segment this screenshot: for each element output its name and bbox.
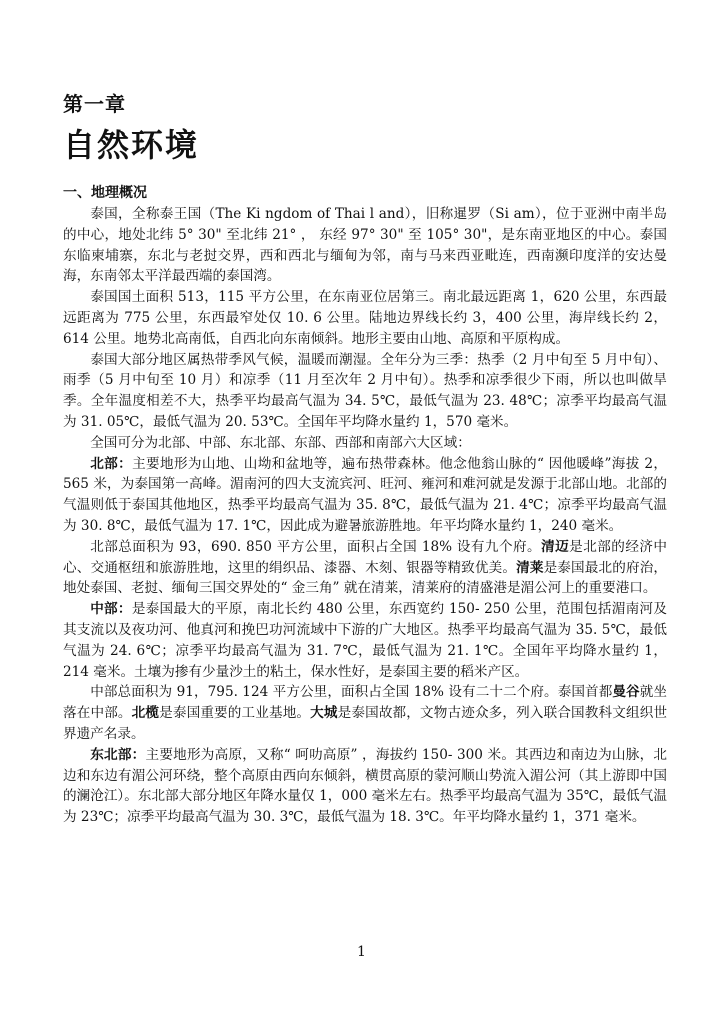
central-text: 是泰国最大的平原，南北长约 480 公里，东西宽约 150- 250 公里，范围包括湄南河及其支流以及夜功河、他真河和挽巴功河流域中下游的广大地区。热季平均最高气温为 35. 5℃，最低气温为 24. 6℃；凉季平均最高气温为 31. 7℃，最低气温为 21. 1℃。全国年平均降水量约 1，214 毫米。土壤为掺有少量沙土的粘土，保水性好，是泰国主要的稻米产区。 <box>63 601 667 680</box>
body-text <box>63 204 667 828</box>
central-label: 中部： <box>90 601 132 618</box>
samut-prakan-text: 是泰国重要的工业基地。 <box>159 705 311 722</box>
chapter-label: 第一章 <box>63 92 126 116</box>
chiang-rai-text: 是泰国最北的府治，地处泰国、老挝、缅甸三国交界处的“ 金三角” 就在清莱，清莱府的清盛港是湄公河上的重要港口。 <box>63 559 668 597</box>
chiang-mai-text: 是北部的经济中心、交通枢纽和旅游胜地，这里的绢织品、漆器、木刻、银器等精致优美。 <box>63 538 667 576</box>
paragraph-central <box>63 599 667 682</box>
paragraph-north <box>63 454 667 537</box>
chapter-title: 自然环境 <box>63 126 200 164</box>
chiang-mai-name: 清迈 <box>541 538 570 555</box>
paragraph-territory: 泰国国土面积 513，115 平方公里，在东南亚位居第三。南北最远距离 1，620 公里，东西最远距离为 775 公里，东西最窄处仅 10. 6 公里。陆地边界线长约 3，400 公里，海岸线长约 2，614 公里。地势北高南低，自西北向东南倾斜。地形主要由山地、高原和平原构成。 <box>63 289 667 347</box>
paragraph-north-provinces <box>63 537 667 599</box>
northeast-text: 主要地形为高原，又称“ 呵叻高原” ，海拔约 150- 300 米。其西边和南边为山脉，北边和东边有湄公河环绕，整个高原由西向东倾斜，横贯高原的蒙河顺山势流入湄公河（其上游即中国的澜沧江）。东北部大部分地区年降水量仅 1，000 毫米左右。热季平均最高气温为 35℃，最低气温为 23℃；凉季平均最高气温为 30. 3℃，最低气温为 18. 3℃。年平均降水量约 1，371 毫米。 <box>63 746 667 826</box>
central-area-text: 中部总面积为 91，795. 124 平方公里，面积占全国 18% 设有二十二个府。泰国首都 <box>90 684 613 701</box>
page-number: 1 <box>357 944 366 960</box>
north-label: 北部： <box>90 455 133 472</box>
ayutthaya-text: 是泰国故都，文物古迹众多，列入联合国教科文组织世界遗产名录。 <box>63 705 668 742</box>
paragraph-regions: 全国可分为北部、中部、东北部、东部、西部和南部六大区域： <box>90 434 471 451</box>
chiang-rai-name: 清莱 <box>516 559 544 576</box>
paragraph-northeast <box>63 745 667 828</box>
north-text: 主要地形为山地、山坳和盆地等，遍布热带森林。他念他翁山脉的“ 因他暖峰”海拔 2，565 米，为泰国第一高峰。湄南河的四大支流宾河、旺河、雍河和难河就是发源于北部山地。北部的气温则低于泰国其他地区，热季平均最高气温为 35. 8℃，最低气温为 21. 4℃；凉季平均最高气温为 30. 8℃，最低气温为 17. 1℃，因此成为避暑旅游胜地。年平均降水量约 1，240 毫米。 <box>63 455 668 534</box>
north-area-text: 北部总面积为 93，690. 850 平方公里，面积占全国 18% 设有九个府。 <box>90 538 542 555</box>
paragraph-central-provinces <box>63 682 667 744</box>
bangkok-text: 就坐落在中部。 <box>63 684 667 722</box>
paragraph-climate: 泰国大部分地区属热带季风气候，温暖而潮湿。全年分为三季：热季（2 月中旬至 5 月中旬）、雨季（5 月中旬至 10 月）和凉季（11 月至次年 2 月中旬）。热季和凉季很少下雨，所以也叫做旱季。全年温度相差不大，热季平均最高气温为 34. 5℃，最低气温为 23. 48℃；凉季平均最高气温为 31. 05℃，最低气温为 20. 53℃。全国年平均降水量约 1，570 毫米。 <box>63 351 667 430</box>
section-heading: 一、地理概况 <box>63 185 147 201</box>
ayutthaya-name: 大城 <box>310 705 338 722</box>
northeast-label: 东北部： <box>90 746 146 763</box>
paragraph-introduction: 泰国，全称泰王国（The Ki ngdom of Thai l and），旧称暹罗（Si am），位于亚洲中南半岛的中心，地处北纬 5° 30" 至北纬 21° ， 东经 97° 30" 至 105° 30"，是东南亚地区的中心。泰国东临柬埔寨，东北与老挝交界，西和西北与缅甸为邻，南与马来西亚毗连，西南濒印度洋的安达曼海，东南邻太平洋最西端的泰国湾。 <box>63 206 667 285</box>
samut-prakan-name: 北榄 <box>131 705 160 722</box>
bangkok-name: 曼谷 <box>612 684 640 701</box>
